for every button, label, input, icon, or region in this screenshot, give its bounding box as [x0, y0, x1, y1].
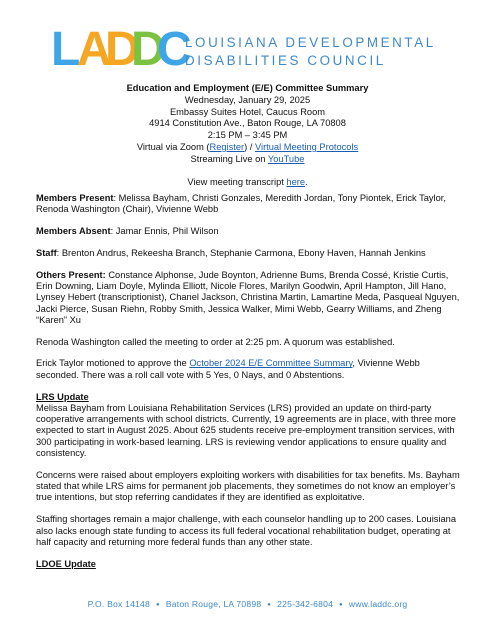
ldoe-update-heading: LDOE Update	[36, 558, 96, 569]
transcript-suffix: .	[305, 177, 308, 188]
bullet-icon: ●	[267, 602, 272, 608]
logo-letter-l: L	[51, 23, 79, 76]
logo-letter-d1: D	[105, 23, 138, 76]
page-footer	[0, 599, 495, 609]
members-absent-names: : Jamar Ennis, Phil Wilson	[110, 226, 219, 237]
others-present	[36, 270, 462, 326]
bullet-icon: ●	[156, 602, 160, 608]
october-summary-link[interactable]: October 2024 E/E Committee Summary	[189, 358, 353, 369]
others-present-names: Constance Alphonse, Jude Boynton, Adrienne Bums, Brenda Cossé, Kristie Curtis, Erin Downing, Liam Doyle, Mylinda Elliott, Nicole Flores, Marilyn Goodwin, April Hampton, Jill Hano, Lynsey Hebert (transcriptionist), Chanel Jackson, Christina Martin, Lamartine Meda, Pasqueal Nguyen, Jacki Pierce, Susan Riehn, Robby Smith, Jessica Walker, Mimi Webb, Gearry Williams, and Zheng “Karen” Xu	[36, 269, 460, 325]
lrs-paragraph-2: Concerns were raised about employers exploiting workers with disabilities for tax benefits. Ms. Bayham stated that while LRS aims for permanent job placements, they sometimes do not know an employer’s true intentions, but stop referring candidates if they are identified as exploitative.	[36, 469, 460, 503]
call-to-order: Renoda Washington called the meeting to order at 2:25 pm. A quorum was established.	[36, 336, 395, 347]
meeting-title: Education and Employment (E/E) Committee Summary	[126, 83, 369, 93]
members-absent-label: Members Absent	[36, 226, 111, 237]
logo-letter-d2: D	[131, 23, 164, 76]
transcript-line	[40, 177, 455, 189]
footer-website[interactable]: www.laddc.org	[348, 599, 408, 609]
logo-mark	[51, 23, 190, 76]
laddc-logo	[51, 23, 446, 76]
members-present-label: Members Present	[36, 193, 114, 203]
logo-text-line2: DISABILITIES COUNCIL	[185, 53, 386, 68]
footer-phone: 225-342-6804	[277, 599, 334, 609]
logo-letter-c: C	[157, 23, 190, 76]
members-present	[36, 193, 462, 216]
lrs-update-heading: LRS Update	[36, 391, 89, 402]
lrs-paragraph-3: Staffing shortages remain a major challenge, with each counselor handling up to 200 cases. Louisiana also lacks enough state funding to access its full federal vocational rehabilitation budget, operating at half capacity and returning more federal funds than any other state.	[36, 514, 457, 547]
meeting-header	[40, 83, 455, 189]
streaming-line	[40, 154, 455, 166]
motion-prefix: Erick Taylor motioned to approve the	[36, 358, 190, 369]
staff-names: : Brenton Andrus, Rekeesha Branch, Stephanie Carmona, Ebony Haven, Hannah Jenkins	[56, 247, 426, 258]
footer-city: Baton Rouge, LA 70898	[165, 599, 262, 609]
others-present-label: Others Present:	[36, 269, 106, 280]
logo-text-line1: LOUISIANA DEVELOPMENTAL	[185, 35, 436, 50]
meeting-address: 4914 Constitution Ave., Baton Rouge, LA 70808	[149, 118, 346, 129]
meeting-venue: Embassy Suites Hotel, Caucus Room	[169, 106, 325, 117]
members-absent	[36, 226, 462, 237]
motion-suffix: , Vivienne Webb seconded. There was a roll call vote with 5 Yes, 0 Nays, and 0 Abstentions.	[36, 358, 420, 380]
summary-body	[36, 193, 462, 570]
members-present-names: : Melissa Bayham, Christi Gonzales, Meredith Jordan, Tony Piontek, Erick Taylor, Renoda Washington (Chair), Vivienne Webb	[36, 193, 446, 215]
staff-present	[36, 248, 462, 259]
meeting-time: 2:15 PM – 3:45 PM	[207, 130, 288, 141]
virtual-line	[40, 142, 455, 154]
transcript-link[interactable]: here	[286, 177, 306, 188]
logo-letter-a: A	[77, 23, 110, 76]
footer-po-box: P.O. Box 14148	[87, 599, 150, 609]
virtual-mid: ) /	[244, 141, 255, 152]
meeting-date: Wednesday, January 29, 2025	[184, 94, 311, 105]
motion-paragraph	[36, 358, 462, 381]
streaming-prefix: Streaming Live on	[190, 153, 268, 164]
transcript-prefix: View meeting transcript	[187, 177, 287, 188]
logo-wordmark	[185, 34, 447, 70]
lrs-paragraph-1: Melissa Bayham from Louisiana Rehabilitation Services (LRS) provided an update on third-party cooperative arrangements with school districts. Currently, 19 agreements are in place, with three more expected to start in August 2025. About 625 students receive pre-employment transition services, with 300 participating in work-based learning. LRS is reviewing vendor applications to ensure quality and consistency.	[36, 402, 456, 459]
bullet-icon: ●	[339, 602, 343, 608]
staff-label: Staff	[36, 247, 57, 258]
virtual-prefix: Virtual via Zoom (	[136, 141, 210, 152]
register-link[interactable]: Register	[209, 141, 245, 152]
youtube-link[interactable]: YouTube	[267, 153, 305, 164]
virtual-protocols-link[interactable]: Virtual Meeting Protocols	[254, 141, 359, 152]
